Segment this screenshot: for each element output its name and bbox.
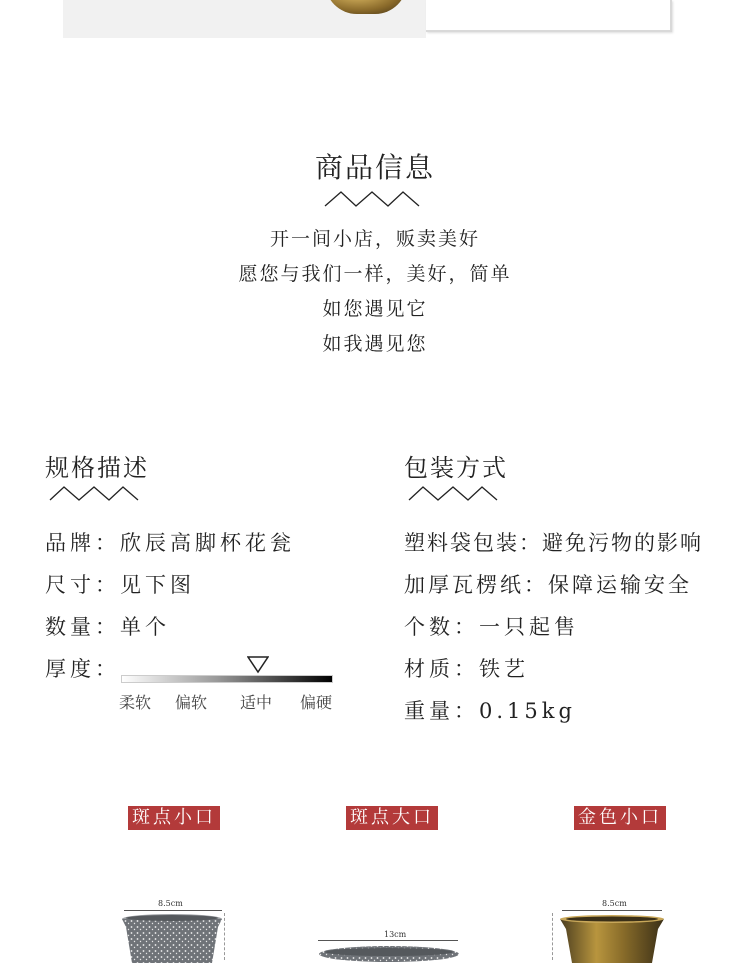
section-title-product-info: 商品信息 [314, 151, 435, 184]
variant-image-speckled-small [112, 897, 230, 960]
pack-bag: 塑料袋包装：避免污物的影响 [404, 531, 703, 555]
variant-image-gold-small [552, 897, 672, 960]
pack-weight: 重量：0.15kg [404, 699, 576, 723]
speckled-bowl-icon [316, 944, 462, 962]
spec-thickness-label: 厚度： [45, 657, 120, 681]
dimension-line [124, 910, 222, 911]
zigzag-divider-icon [408, 484, 498, 502]
variant-tag-speckled-large: 斑点大口 [346, 806, 438, 830]
dimension-line [318, 940, 458, 941]
spec-quantity: 数量：单个 [45, 615, 170, 639]
intro-line-1: 开一间小店，贩卖美好 [269, 228, 480, 250]
pack-count: 个数：一只起售 [404, 615, 579, 639]
thickness-label-semisoft: 偏软 [175, 693, 208, 712]
thickness-gradient-bar [121, 675, 333, 683]
thickness-label-hard: 偏硬 [300, 693, 333, 712]
dimension-label: 8.5cm [158, 899, 183, 908]
speckled-vase-icon [118, 913, 226, 963]
pack-material: 材质：铁艺 [404, 657, 529, 681]
section-title-spec: 规格描述 [45, 454, 149, 482]
section-title-packaging: 包装方式 [404, 454, 508, 482]
thickness-marker-triangle-icon [247, 656, 269, 674]
spec-size: 尺寸：见下图 [45, 573, 195, 597]
intro-line-4: 如我遇见您 [322, 333, 428, 355]
intro-line-3: 如您遇见它 [322, 298, 428, 320]
product-photo-top [63, 0, 426, 38]
vase-image [325, 0, 407, 14]
intro-line-2: 愿您与我们一样，美好，简单 [238, 263, 512, 285]
variant-tag-gold-small: 金色小口 [574, 806, 666, 830]
variant-image-speckled-large [310, 928, 460, 960]
gold-vase-icon [556, 913, 668, 963]
dashed-guide [224, 913, 225, 960]
thickness-label-medium: 适中 [240, 693, 273, 712]
thickness-label-soft: 柔软 [119, 693, 152, 712]
spec-brand: 品牌：欣辰高脚杯花瓮 [45, 531, 295, 555]
dimension-line [562, 910, 662, 911]
zigzag-divider-icon [324, 188, 420, 208]
variant-tag-speckled-small: 斑点小口 [128, 806, 220, 830]
dashed-guide [552, 913, 553, 960]
product-photo-frame [426, 0, 672, 32]
zigzag-divider-icon [49, 484, 139, 502]
dimension-label: 13cm [384, 930, 407, 939]
dimension-label: 8.5cm [602, 899, 627, 908]
pack-carton: 加厚瓦楞纸：保障运输安全 [404, 573, 692, 597]
